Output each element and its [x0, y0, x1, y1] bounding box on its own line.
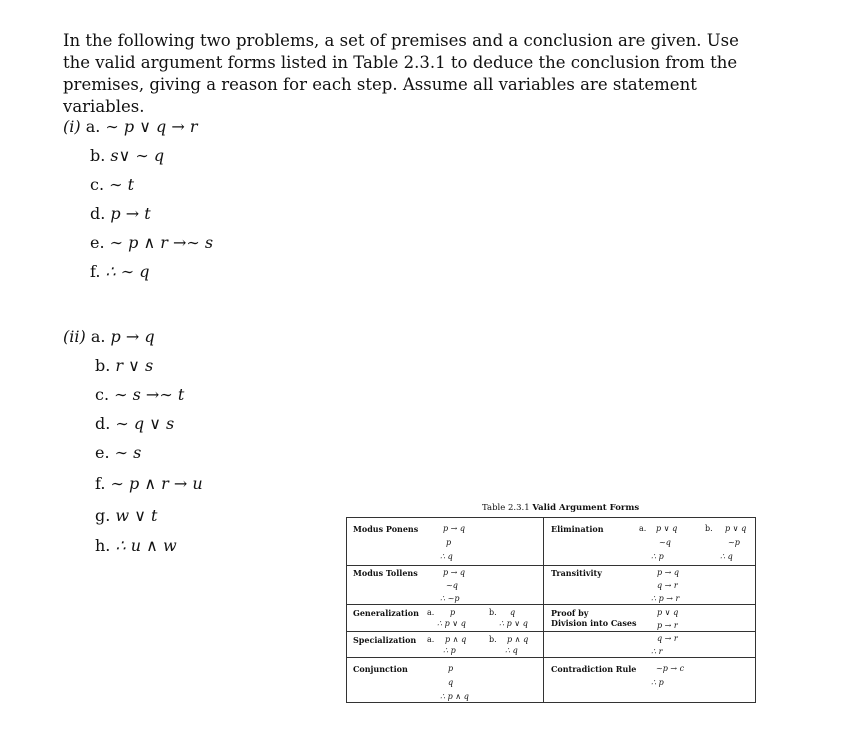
conjunction-name: Conjunction [353, 664, 408, 674]
proof-by-division-line-2: p → r [657, 621, 678, 630]
table-caption [482, 503, 639, 513]
item-expression: w ∨ t [115, 506, 158, 525]
problem-1-item-b [90, 146, 164, 166]
transitivity-line-2: q → r [657, 581, 678, 590]
proof-by-division-name-line-1: Proof by [551, 608, 589, 618]
generalization-b-label: b. [489, 608, 497, 617]
elimination-b-line-1: p ∨ q [725, 524, 747, 533]
problem-1-item-a [63, 117, 198, 137]
generalization-a-label: a. [427, 608, 435, 617]
modus-tollens-line-2: ~q [446, 581, 458, 590]
transitivity-line-1: p → q [657, 568, 680, 577]
modus-tollens-line-3: ∴ ~p [440, 594, 460, 603]
item-expression: ∼ p ∨ q → r [105, 117, 198, 136]
elimination-b-line-3: ∴ q [720, 552, 733, 561]
item-expression: ∼ p ∧ r →∼ s [109, 233, 214, 252]
conjunction-line-3: ∴ p ∧ q [440, 692, 469, 701]
item-label: d. [90, 204, 106, 223]
problem-2-item-b [95, 356, 153, 376]
problem-2-item-d [95, 414, 174, 434]
specialization-name: Specialization [353, 635, 417, 645]
item-expression: p → t [110, 204, 151, 223]
proof-by-division-name-line-2: Division into Cases [551, 618, 637, 628]
problem-1-item-c [90, 175, 134, 195]
item-label: a. [90, 327, 106, 346]
item-label: h. [95, 536, 111, 555]
specialization-a-line-2: ∴ p [443, 646, 456, 655]
problem-2-item-e [95, 443, 141, 463]
generalization-a-line-1: p [450, 608, 456, 617]
item-label: g. [95, 506, 111, 525]
instructions-text: In the following two problems, a set of premises and a conclusion are given. Use the valid argument forms listed in Table 2.3.1 to deduce the conclusion from the premises, giving a reason for each step. Assume all variables are statement variables. [63, 31, 739, 116]
item-expression: ∴ ∼ q [105, 262, 150, 281]
item-expression: ∼ s →∼ t [114, 385, 185, 404]
item-label: a. [85, 117, 101, 136]
problem-1-item-d [90, 204, 151, 224]
proof-by-division-line-3: q → r [657, 634, 678, 643]
specialization-a-label: a. [427, 635, 435, 644]
item-label: f. [95, 474, 106, 493]
problem-2-item-h [95, 536, 177, 556]
item-label: c. [95, 385, 110, 404]
generalization-b-line-1: q [510, 608, 516, 617]
item-label: c. [90, 175, 105, 194]
proof-by-division-line-1: p ∨ q [657, 608, 679, 617]
elimination-b-line-2: ~p [728, 538, 740, 547]
contradiction-rule-name: Contradiction Rule [551, 664, 637, 674]
specialization-b-label: b. [489, 635, 497, 644]
generalization-a-line-2: ∴ p ∨ q [437, 619, 466, 628]
modus-tollens-name: Modus Tollens [353, 568, 418, 578]
item-label: b. [95, 356, 111, 375]
modus-tollens-line-1: p → q [443, 568, 466, 577]
modus-ponens-line-3: ∴ q [440, 552, 453, 561]
table-number: Table 2.3.1 [482, 503, 530, 513]
problem-2-item-f [95, 474, 203, 494]
specialization-a-line-1: p ∧ q [445, 635, 467, 644]
table-column-divider [543, 518, 544, 702]
table-row-divider [347, 565, 755, 566]
transitivity-line-3: ∴ p → r [651, 594, 680, 603]
item-label: e. [90, 233, 105, 252]
item-label: d. [95, 414, 111, 433]
transitivity-name: Transitivity [551, 568, 602, 578]
item-label: f. [90, 262, 101, 281]
elimination-a-line-1: p ∨ q [656, 524, 678, 533]
problem-1-item-e [90, 233, 213, 253]
table-title: Valid Argument Forms [532, 503, 640, 513]
specialization-b-line-1: p ∧ q [507, 635, 529, 644]
instructions-paragraph [63, 30, 763, 118]
item-expression: s∨ ∼ q [110, 146, 165, 165]
item-expression: ∼ s [114, 443, 142, 462]
modus-ponens-line-1: p → q [443, 524, 466, 533]
problem-2-item-c [95, 385, 184, 405]
problem-1-tag: (i) [63, 117, 81, 136]
elimination-name: Elimination [551, 524, 604, 534]
conjunction-line-1: p [448, 664, 454, 673]
modus-ponens-line-2: p [446, 538, 452, 547]
item-expression: ∼ q ∨ s [115, 414, 175, 433]
modus-ponens-name: Modus Ponens [353, 524, 419, 534]
table-row-divider [347, 604, 755, 605]
elimination-b-label: b. [705, 524, 713, 533]
table-row-divider [347, 657, 755, 658]
problem-2-item-g [95, 506, 157, 526]
table-row-divider [347, 631, 755, 632]
item-expression: ∼ t [109, 175, 135, 194]
specialization-b-line-2: ∴ q [505, 646, 518, 655]
elimination-a-label: a. [639, 524, 647, 533]
valid-argument-forms-table [346, 517, 756, 703]
problem-2-item-a [63, 327, 155, 347]
item-label: e. [95, 443, 110, 462]
item-expression: r ∨ s [115, 356, 154, 375]
contradiction-rule-line-1: ~p → c [656, 664, 685, 673]
elimination-a-line-3: ∴ p [651, 552, 664, 561]
item-expression: ∼ p ∧ r → u [110, 474, 203, 493]
conjunction-line-2: q [448, 678, 454, 687]
contradiction-rule-line-2: ∴ p [651, 678, 664, 687]
proof-by-division-line-4: ∴ r [651, 647, 663, 656]
item-expression: p → q [110, 327, 155, 346]
item-label: b. [90, 146, 106, 165]
item-expression: ∴ u ∧ w [115, 536, 177, 555]
elimination-a-line-2: ~q [659, 538, 671, 547]
generalization-name: Generalization [353, 608, 419, 618]
generalization-b-line-2: ∴ p ∨ q [499, 619, 528, 628]
problem-2-tag: (ii) [63, 327, 86, 346]
problem-1-item-f [90, 262, 150, 282]
